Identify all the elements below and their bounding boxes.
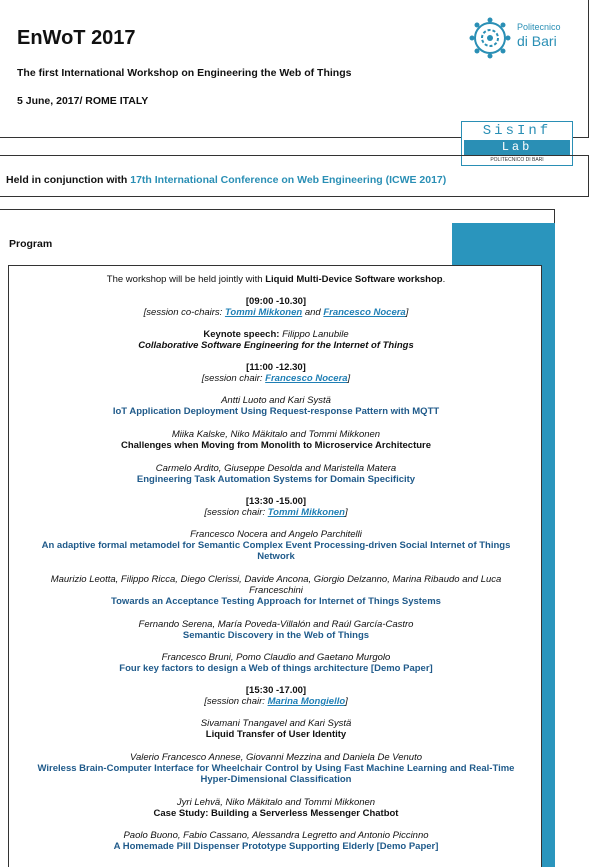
page-title: EnWoT 2017 <box>17 27 136 49</box>
chair-link[interactable]: Francesco Nocera <box>323 307 406 318</box>
page-subtitle: The first International Workshop on Engineering the Web of Things <box>17 67 352 79</box>
session-time: [13:30 -15.00] <box>245 496 307 507</box>
session-chair: [session chair: Marina Mongiello] <box>204 696 348 707</box>
keynote-title: Collaborative Software Engineering for the Internet of Things <box>138 340 414 351</box>
paper-authors: Fernando Serena, María Poveda-Villalón and Raúl García-Castro <box>138 619 414 630</box>
paper-authors: Paolo Buono, Fabio Cassano, Alessandra Legretto and Antonio Piccinno <box>123 830 429 841</box>
paper-authors: Miika Kalske, Niko Mäkitalo and Tommi Mikkonen <box>171 429 381 440</box>
paper-authors: Maurizio Leotta, Filippo Ricca, Diego Clerissi, Davide Ancona, Giorgio Delzanno, Marina Ribaudo and Luca Franceschini <box>50 574 502 596</box>
session-chair: [session chair: Francesco Nocera] <box>201 373 351 384</box>
lab-text: Lab <box>464 140 570 155</box>
chair-link[interactable]: Tommi Mikkonen <box>267 507 345 518</box>
paper-title: Engineering Task Automation Systems for Domain Specificity <box>136 474 416 485</box>
paper-title: Challenges when Moving from Monolith to Microservice Architecture <box>120 440 432 451</box>
event-date: 5 June, 2017/ ROME ITALY <box>17 95 149 107</box>
schedule-panel <box>8 265 542 867</box>
paper-title: Wireless Brain-Computer Interface for Wheelchair Control by Using Fast Machine Learning and Real-Time Hyper-Dimensional Classification <box>37 763 515 785</box>
paper-authors: Francesco Bruni, Pomo Claudio and Gaetano Murgolo <box>161 652 391 663</box>
paper-title: Towards an Acceptance Testing Approach for Internet of Things Systems <box>111 596 441 607</box>
conjunction-prefix: Held in conjunction with <box>6 174 131 186</box>
paper-title: Four key factors to design a Web of things architecture [Demo Paper] <box>119 663 433 674</box>
session-time: [15:30 -17.00] <box>245 685 307 696</box>
program-intro: The workshop will be held jointly with Liquid Multi-Device Software workshop. <box>106 274 446 285</box>
session-time: [09:00 -10.30] <box>245 296 307 307</box>
paper-authors: Francesco Nocera and Angelo Parchitelli <box>190 529 362 540</box>
paper-authors: Jyri Lehvä, Niko Mäkitalo and Tommi Mikkonen <box>176 797 376 808</box>
session-chairs: [session co-chairs: Tommi Mikkonen and Francesco Nocera] <box>143 307 409 318</box>
paper-title: A Homemade Pill Dispenser Prototype Supporting Elderly [Demo Paper] <box>113 841 439 852</box>
sisinf-text: SisInf <box>482 123 552 139</box>
keynote-line: Keynote speech: Filippo Lanubile <box>203 329 349 340</box>
program-label: Program <box>9 238 53 250</box>
icwe-link[interactable]: 17th International Conference on Web Engineering (ICWE 2017) <box>130 174 447 186</box>
paper-authors: Antti Luoto and Kari Systä <box>221 395 331 406</box>
paper-authors: Carmelo Ardito, Giuseppe Desolda and Maristella Matera <box>155 463 397 474</box>
conjunction-text <box>6 174 446 186</box>
politecnico-text: Politecnico <box>517 22 561 32</box>
chair-link[interactable]: Francesco Nocera <box>265 373 348 384</box>
chair-link[interactable]: Tommi Mikkonen <box>224 307 303 318</box>
paper-title: An adaptive formal metamodel for Semantic Complex Event Processing-driven Social Internet of Things Network <box>41 540 511 562</box>
paper-title: IoT Application Deployment Using Request-response Pattern with MQTT <box>112 406 440 417</box>
chair-link[interactable]: Marina Mongiello <box>267 696 346 707</box>
session-chair: [session chair: Tommi Mikkonen] <box>204 507 348 518</box>
session-time: [11:00 -12.30] <box>246 362 306 373</box>
paper-title: Semantic Discovery in the Web of Things <box>182 630 370 641</box>
paper-authors: Sivamani Tnangavel and Kari Systä <box>200 718 352 729</box>
paper-authors: Valerio Francesco Annese, Giovanni Mezzina and Daniela De Venuto <box>129 752 423 763</box>
paper-title: Case Study: Building a Serverless Messenger Chatbot <box>153 808 399 819</box>
sisinf-footnote: POLITECNICO DI BARI <box>490 157 544 163</box>
paper-title: Liquid Transfer of User Identity <box>205 729 347 740</box>
di-bari-text: di Bari <box>517 33 557 49</box>
